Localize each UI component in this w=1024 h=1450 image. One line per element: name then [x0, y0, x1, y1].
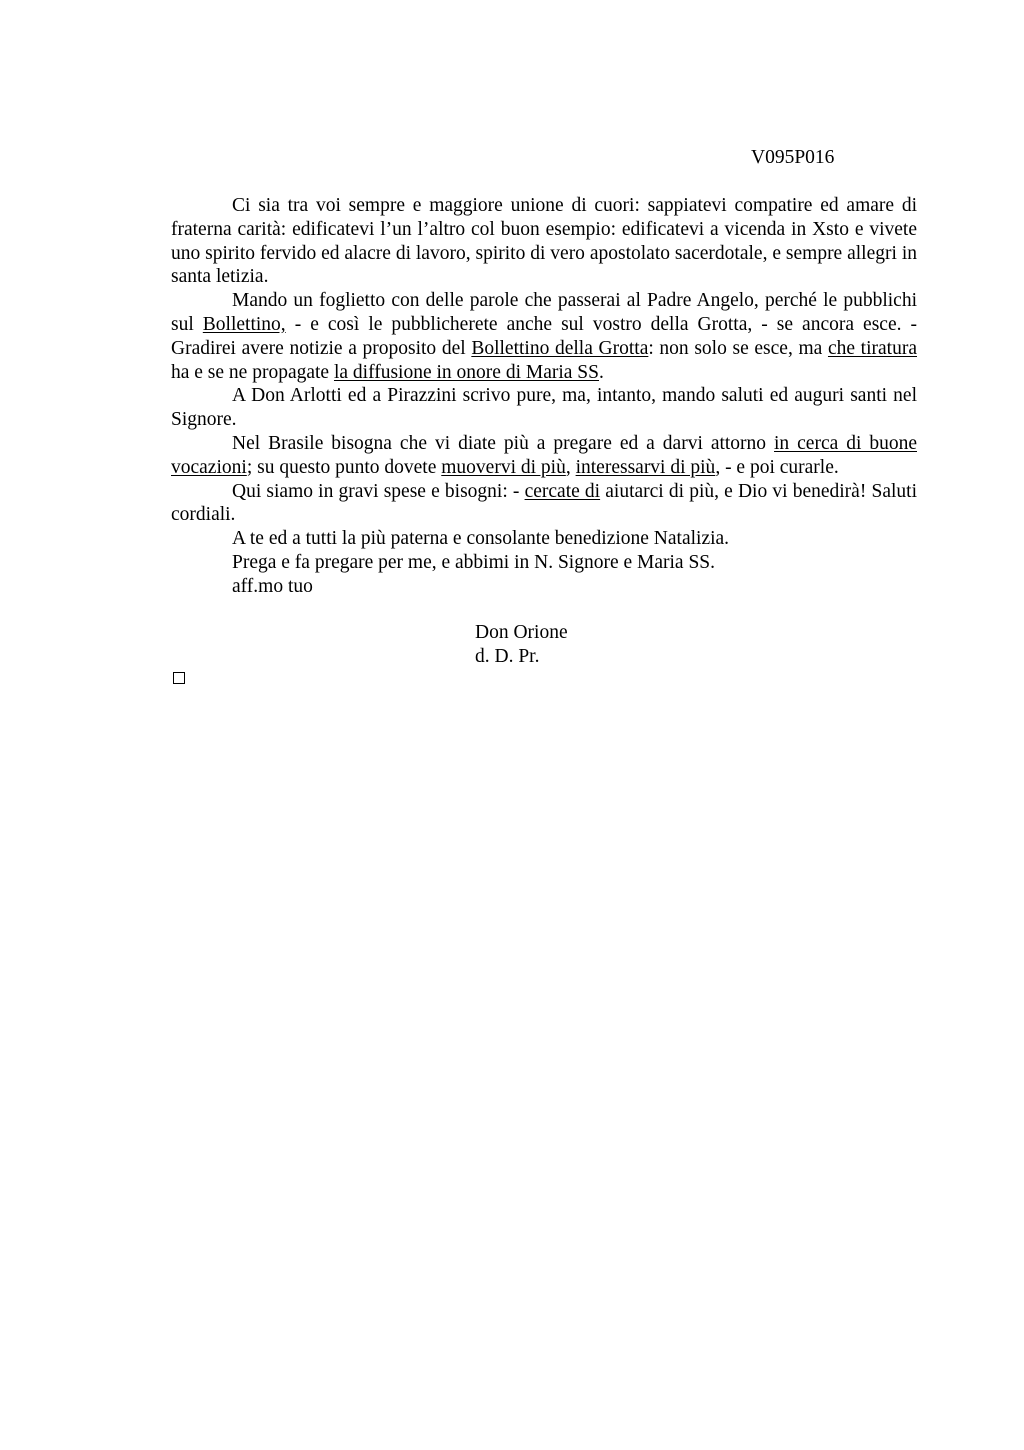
- underlined-cercate: cercate di: [524, 480, 601, 502]
- letter-body: [171, 194, 917, 599]
- paragraph-needs: [171, 480, 917, 528]
- paragraph-prayer: Prega e fa pregare per me, e abbimi in N. Signore e Maria SS.: [232, 551, 716, 573]
- paragraph-bulletin-text-2: - e così le pubblicherete anche sul vostro della Grotta, - se ancora esce. - Gradirei avere notizie a proposito del: [171, 313, 917, 359]
- paragraph-blessing: A te ed a tutti la più paterna e consolante benedizione Natalizia.: [232, 528, 730, 550]
- underlined-vocazioni: in cerca di buone vocazioni: [171, 432, 917, 478]
- underlined-interessarvi: interessarvi di più: [575, 456, 716, 478]
- paragraph-needs-text-2: aiutarci di più, e Dio vi benedirà! Saluti cordiali.: [171, 480, 917, 526]
- underlined-bollettino-grotta: Bollettino della Grotta: [471, 337, 649, 359]
- paragraph-needs-text-1: Qui siamo in gravi spese e bisogni: -: [232, 480, 525, 502]
- paragraph-brasile-text-3: ,: [565, 456, 576, 478]
- paragraph-greetings: [171, 384, 917, 432]
- paragraph-unity-text: Ci sia tra voi sempre e maggiore unione di cuori: sappiatevi compatire ed amare di fraterna carità: edificatevi l’un l’altro col buon esempio: edificatevi a vicenda in Xsto e vivete uno spirito fervido ed alacre di lavoro, spirito di vero apostolato sacerdotale, e sempre allegri in santa letizia.: [171, 195, 917, 288]
- paragraph-unity: [171, 194, 917, 289]
- checkbox[interactable]: [173, 672, 185, 684]
- paragraph-brasile-text-4: , - e poi curarle.: [715, 456, 839, 478]
- paragraph-brasile-text-2: ; su questo punto dovete: [246, 456, 442, 478]
- paragraph-brasile-text-1: Nel Brasile bisogna che vi diate più a pregare ed a darvi attorno: [232, 432, 775, 454]
- closing-line: aff.mo tuo: [232, 575, 313, 597]
- underlined-bollettino: Bollettino,: [202, 313, 286, 335]
- paragraph-bulletin-text-4: ha e se ne propagate: [171, 361, 334, 383]
- underlined-tiratura: che tiratura: [827, 337, 917, 359]
- paragraph-bulletin-text-5: .: [599, 361, 604, 383]
- signature-title: d. D. Pr.: [475, 645, 540, 667]
- paragraph-bulletin-text-3: : non solo se esce, ma: [648, 337, 828, 359]
- document-reference: V095P016: [751, 147, 835, 168]
- paragraph-bulletin-text-1: Mando un foglietto con delle parole che passerai al Padre Angelo, perché le pubblichi sul: [171, 290, 917, 335]
- underlined-muovervi: muovervi di più: [441, 456, 566, 478]
- signature-block: [475, 621, 568, 669]
- paragraph-greetings-text: A Don Arlotti ed a Pirazzini scrivo pure, ma, intanto, mando saluti ed auguri santi nel Signore.: [171, 385, 917, 431]
- paragraph-bulletin: [171, 289, 917, 384]
- paragraph-brasile: [171, 432, 917, 480]
- signature-name: Don Orione: [475, 622, 568, 643]
- underlined-diffusione: la diffusione in onore di Maria SS: [333, 361, 599, 383]
